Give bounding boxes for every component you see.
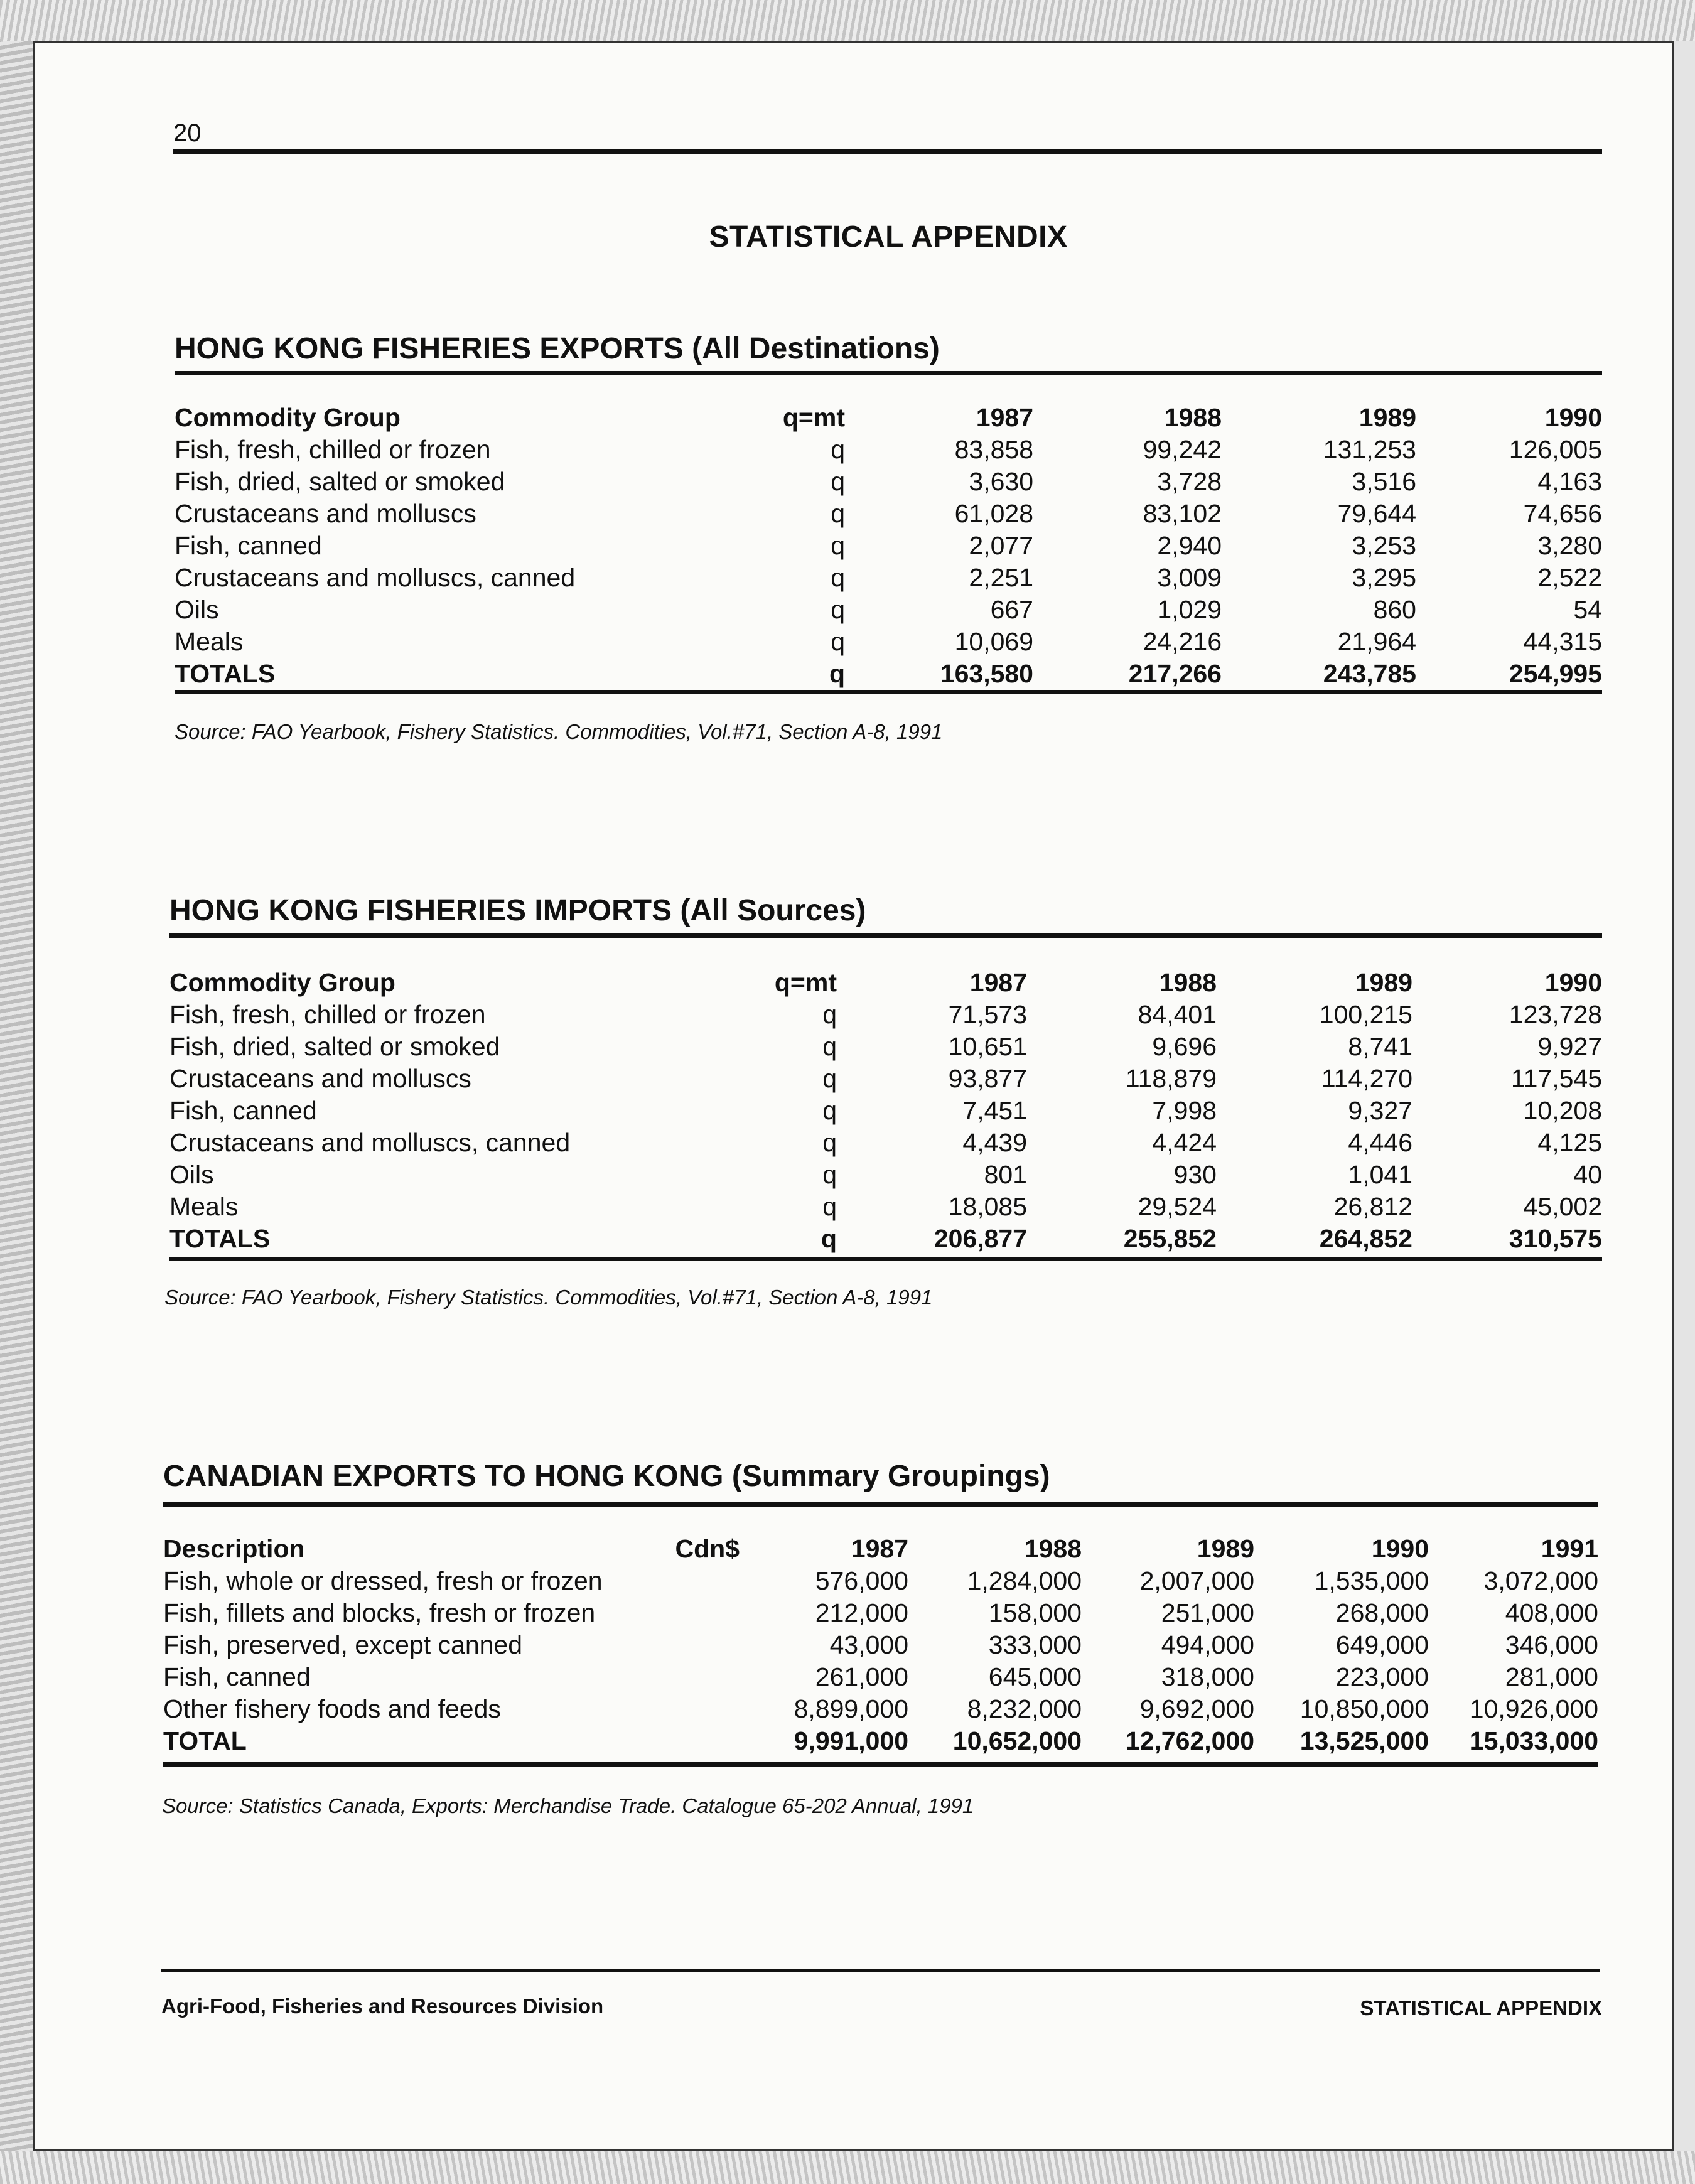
table-row: [175, 434, 1602, 466]
column-header: 1990: [1371, 1534, 1429, 1563]
exports-title-main: HONG KONG FISHERIES EXPORTS: [175, 332, 684, 365]
table-total-row: [175, 658, 1602, 690]
value-cell: 576,000: [815, 1566, 908, 1595]
column-header: 1987: [969, 968, 1027, 997]
unit-cell: q: [821, 1224, 837, 1253]
value-cell: 131,253: [1323, 435, 1416, 464]
exports-bottom-rule: [175, 690, 1602, 694]
page-title: STATISTICAL APPENDIX: [709, 220, 1068, 254]
column-header: 1987: [851, 1534, 908, 1563]
table-row: [175, 562, 1602, 594]
value-cell: 1,284,000: [967, 1566, 1082, 1595]
column-header: q=mt: [782, 403, 845, 432]
imports-title-main: HONG KONG FISHERIES IMPORTS: [170, 894, 672, 927]
unit-cell: q: [829, 659, 845, 688]
value-cell: 8,232,000: [967, 1694, 1082, 1723]
value-cell: 3,630: [969, 467, 1033, 496]
row-label: Other fishery foods and feeds: [163, 1694, 501, 1723]
table-header-row: [170, 967, 1602, 999]
row-label: Crustaceans and molluscs, canned: [175, 563, 576, 592]
row-label: Meals: [175, 627, 244, 656]
value-cell: 217,266: [1128, 659, 1222, 688]
unit-cell: q: [831, 531, 845, 560]
value-cell: 7,451: [962, 1096, 1027, 1125]
unit-cell: q: [822, 1096, 837, 1125]
column-header: 1991: [1541, 1534, 1598, 1563]
imports-source: Source: FAO Yearbook, Fishery Statistics. Commodities, Vol.#71, Section A-8, 1991: [164, 1286, 933, 1309]
table-row: [170, 1127, 1602, 1159]
value-cell: 408,000: [1505, 1598, 1598, 1627]
value-cell: 243,785: [1323, 659, 1416, 688]
value-cell: 79,644: [1337, 499, 1416, 528]
value-cell: 251,000: [1161, 1598, 1254, 1627]
value-cell: 4,163: [1537, 467, 1602, 496]
value-cell: 15,033,000: [1469, 1726, 1598, 1755]
value-cell: 212,000: [815, 1598, 908, 1627]
unit-cell: q: [831, 435, 845, 464]
row-label: Fish, fresh, chilled or frozen: [170, 1000, 486, 1029]
value-cell: 61,028: [954, 499, 1033, 528]
value-cell: 9,327: [1348, 1096, 1412, 1125]
table-row: [170, 999, 1602, 1031]
row-label: Fish, dried, salted or smoked: [175, 467, 505, 496]
exports-title-sub: (All Destinations): [692, 332, 940, 365]
value-cell: 26,812: [1333, 1192, 1412, 1221]
value-cell: 7,998: [1152, 1096, 1217, 1125]
value-cell: 3,295: [1352, 563, 1416, 592]
footer-division: Agri-Food, Fisheries and Resources Division: [161, 1994, 604, 2018]
column-header: 1990: [1544, 968, 1602, 997]
table-row: [170, 1063, 1602, 1095]
value-cell: 8,899,000: [794, 1694, 908, 1723]
scan-edge-bottom: [0, 2151, 1695, 2184]
value-cell: 10,651: [948, 1032, 1027, 1061]
value-cell: 264,852: [1319, 1224, 1412, 1253]
canadian-title: [163, 1459, 1050, 1493]
row-label: Crustaceans and molluscs: [170, 1064, 471, 1093]
unit-cell: q: [822, 1064, 837, 1093]
row-label: Meals: [170, 1192, 239, 1221]
value-cell: 83,102: [1143, 499, 1222, 528]
value-cell: 261,000: [815, 1662, 908, 1691]
value-cell: 100,215: [1319, 1000, 1412, 1029]
value-cell: 117,545: [1510, 1064, 1602, 1093]
value-cell: 255,852: [1123, 1224, 1217, 1253]
unit-cell: q: [822, 1000, 837, 1029]
imports-top-rule: [170, 933, 1602, 938]
unit-cell: q: [822, 1192, 837, 1221]
row-label: Fish, canned: [170, 1096, 317, 1125]
value-cell: 93,877: [948, 1064, 1027, 1093]
column-header: Cdn$: [675, 1534, 740, 1563]
unit-cell: q: [831, 467, 845, 496]
table-row: [163, 1597, 1598, 1629]
value-cell: 158,000: [988, 1598, 1082, 1627]
row-label: Fish, dried, salted or smoked: [170, 1032, 500, 1061]
column-header: 1989: [1197, 1534, 1254, 1563]
value-cell: 13,525,000: [1300, 1726, 1429, 1755]
row-label: TOTAL: [163, 1726, 247, 1755]
table-row: [175, 530, 1602, 562]
scan-edge-top: [0, 0, 1695, 41]
row-label: Fish, fresh, chilled or frozen: [175, 435, 491, 464]
value-cell: 645,000: [988, 1662, 1082, 1691]
value-cell: 83,858: [954, 435, 1033, 464]
row-label: Fish, preserved, except canned: [163, 1630, 523, 1659]
value-cell: 801: [984, 1160, 1027, 1189]
row-label: TOTALS: [175, 659, 276, 688]
value-cell: 12,762,000: [1125, 1726, 1254, 1755]
value-cell: 860: [1373, 595, 1416, 624]
column-header: q=mt: [774, 968, 837, 997]
column-header: 1988: [1159, 968, 1217, 997]
column-header: 1987: [976, 403, 1033, 432]
scan-edge-left: [0, 0, 33, 2184]
table-row: [163, 1629, 1598, 1661]
value-cell: 84,401: [1138, 1000, 1217, 1029]
value-cell: 930: [1173, 1160, 1217, 1189]
value-cell: 1,535,000: [1314, 1566, 1429, 1595]
unit-cell: q: [831, 627, 845, 656]
row-label: Fish, canned: [175, 531, 322, 560]
table-total-row: [163, 1725, 1598, 1757]
value-cell: 8,741: [1348, 1032, 1412, 1061]
unit-cell: q: [822, 1128, 837, 1157]
value-cell: 254,995: [1509, 659, 1602, 688]
value-cell: 3,009: [1157, 563, 1222, 592]
value-cell: 223,000: [1335, 1662, 1429, 1691]
row-label: TOTALS: [170, 1224, 271, 1253]
table-row: [175, 626, 1602, 658]
value-cell: 18,085: [948, 1192, 1027, 1221]
value-cell: 163,580: [940, 659, 1033, 688]
imports-table: [170, 967, 1602, 1255]
value-cell: 10,926,000: [1469, 1694, 1598, 1723]
page-number: 20: [173, 119, 202, 147]
value-cell: 3,728: [1157, 467, 1222, 496]
column-header: 1988: [1024, 1534, 1082, 1563]
row-label: Crustaceans and molluscs, canned: [170, 1128, 571, 1157]
value-cell: 10,850,000: [1300, 1694, 1429, 1723]
table-header-row: [163, 1533, 1598, 1565]
unit-cell: q: [822, 1032, 837, 1061]
value-cell: 4,424: [1152, 1128, 1217, 1157]
unit-cell: q: [831, 563, 845, 592]
column-header-label: Commodity Group: [170, 968, 396, 997]
value-cell: 99,242: [1143, 435, 1222, 464]
imports-title-sub: (All Sources): [680, 894, 866, 927]
row-label: Crustaceans and molluscs: [175, 499, 476, 528]
column-header: 1989: [1355, 968, 1412, 997]
unit-cell: q: [822, 1160, 837, 1189]
value-cell: 206,877: [934, 1224, 1027, 1253]
value-cell: 333,000: [988, 1630, 1082, 1659]
value-cell: 9,927: [1537, 1032, 1602, 1061]
imports-bottom-rule: [170, 1257, 1602, 1261]
table-row: [170, 1191, 1602, 1223]
value-cell: 24,216: [1143, 627, 1222, 656]
header-rule: [173, 149, 1602, 154]
value-cell: 3,516: [1352, 467, 1416, 496]
column-header: 1989: [1359, 403, 1416, 432]
unit-cell: q: [831, 595, 845, 624]
value-cell: 318,000: [1161, 1662, 1254, 1691]
value-cell: 3,072,000: [1483, 1566, 1598, 1595]
value-cell: 10,208: [1523, 1096, 1602, 1125]
value-cell: 2,940: [1157, 531, 1222, 560]
table-total-row: [170, 1223, 1602, 1255]
table-row: [163, 1565, 1598, 1597]
table-row: [170, 1159, 1602, 1191]
value-cell: 123,728: [1509, 1000, 1602, 1029]
canadian-title-sub: (Summary Groupings): [731, 1460, 1050, 1493]
value-cell: 4,446: [1348, 1128, 1412, 1157]
unit-cell: q: [831, 499, 845, 528]
row-label: Fish, canned: [163, 1662, 311, 1691]
column-header: 1990: [1544, 403, 1602, 432]
value-cell: 74,656: [1523, 499, 1602, 528]
value-cell: 667: [990, 595, 1033, 624]
row-label: Oils: [175, 595, 219, 624]
value-cell: 54: [1573, 595, 1602, 624]
value-cell: 3,253: [1352, 531, 1416, 560]
value-cell: 29,524: [1138, 1192, 1217, 1221]
table-row: [175, 498, 1602, 530]
table-row: [170, 1095, 1602, 1127]
column-header-label: Description: [163, 1534, 305, 1563]
value-cell: 1,029: [1157, 595, 1222, 624]
footer-section: STATISTICAL APPENDIX: [1360, 1996, 1602, 2020]
value-cell: 2,251: [969, 563, 1033, 592]
scan-edge-right: [1674, 41, 1695, 2151]
value-cell: 3,280: [1537, 531, 1602, 560]
value-cell: 310,575: [1509, 1224, 1602, 1253]
value-cell: 9,696: [1152, 1032, 1217, 1061]
imports-title: [170, 893, 866, 928]
footer-rule: [161, 1969, 1600, 1972]
table-header-row: [175, 402, 1602, 434]
value-cell: 45,002: [1523, 1192, 1602, 1221]
canadian-bottom-rule: [163, 1762, 1598, 1767]
value-cell: 649,000: [1335, 1630, 1429, 1659]
canadian-table: [163, 1533, 1598, 1757]
value-cell: 494,000: [1161, 1630, 1254, 1659]
table-row: [175, 466, 1602, 498]
value-cell: 71,573: [948, 1000, 1027, 1029]
value-cell: 1,041: [1348, 1160, 1412, 1189]
value-cell: 118,879: [1125, 1064, 1217, 1093]
value-cell: 9,692,000: [1139, 1694, 1254, 1723]
value-cell: 2,522: [1537, 563, 1602, 592]
table-row: [163, 1693, 1598, 1725]
table-row: [175, 594, 1602, 626]
value-cell: 21,964: [1337, 627, 1416, 656]
exports-top-rule: [175, 371, 1602, 375]
value-cell: 44,315: [1523, 627, 1602, 656]
exports-title: [175, 331, 940, 366]
canadian-title-main: CANADIAN EXPORTS TO HONG KONG: [163, 1460, 724, 1493]
table-row: [170, 1031, 1602, 1063]
value-cell: 4,439: [962, 1128, 1027, 1157]
value-cell: 9,991,000: [794, 1726, 908, 1755]
value-cell: 281,000: [1505, 1662, 1598, 1691]
column-header-label: Commodity Group: [175, 403, 401, 432]
column-header: 1988: [1164, 403, 1222, 432]
value-cell: 10,069: [954, 627, 1033, 656]
value-cell: 2,007,000: [1139, 1566, 1254, 1595]
row-label: Fish, fillets and blocks, fresh or frozen: [163, 1598, 596, 1627]
row-label: Oils: [170, 1160, 214, 1189]
canadian-source: Source: Statistics Canada, Exports: Merchandise Trade. Catalogue 65-202 Annual, 1991: [162, 1794, 974, 1817]
value-cell: 10,652,000: [952, 1726, 1082, 1755]
canadian-top-rule: [163, 1502, 1598, 1507]
exports-table: [175, 402, 1602, 690]
value-cell: 2,077: [969, 531, 1033, 560]
value-cell: 4,125: [1537, 1128, 1602, 1157]
value-cell: 346,000: [1505, 1630, 1598, 1659]
value-cell: 126,005: [1509, 435, 1602, 464]
value-cell: 43,000: [829, 1630, 908, 1659]
value-cell: 40: [1573, 1160, 1602, 1189]
exports-source: Source: FAO Yearbook, Fishery Statistics. Commodities, Vol.#71, Section A-8, 1991: [175, 720, 943, 743]
table-row: [163, 1661, 1598, 1693]
value-cell: 114,270: [1321, 1064, 1412, 1093]
value-cell: 268,000: [1335, 1598, 1429, 1627]
row-label: Fish, whole or dressed, fresh or frozen: [163, 1566, 603, 1595]
